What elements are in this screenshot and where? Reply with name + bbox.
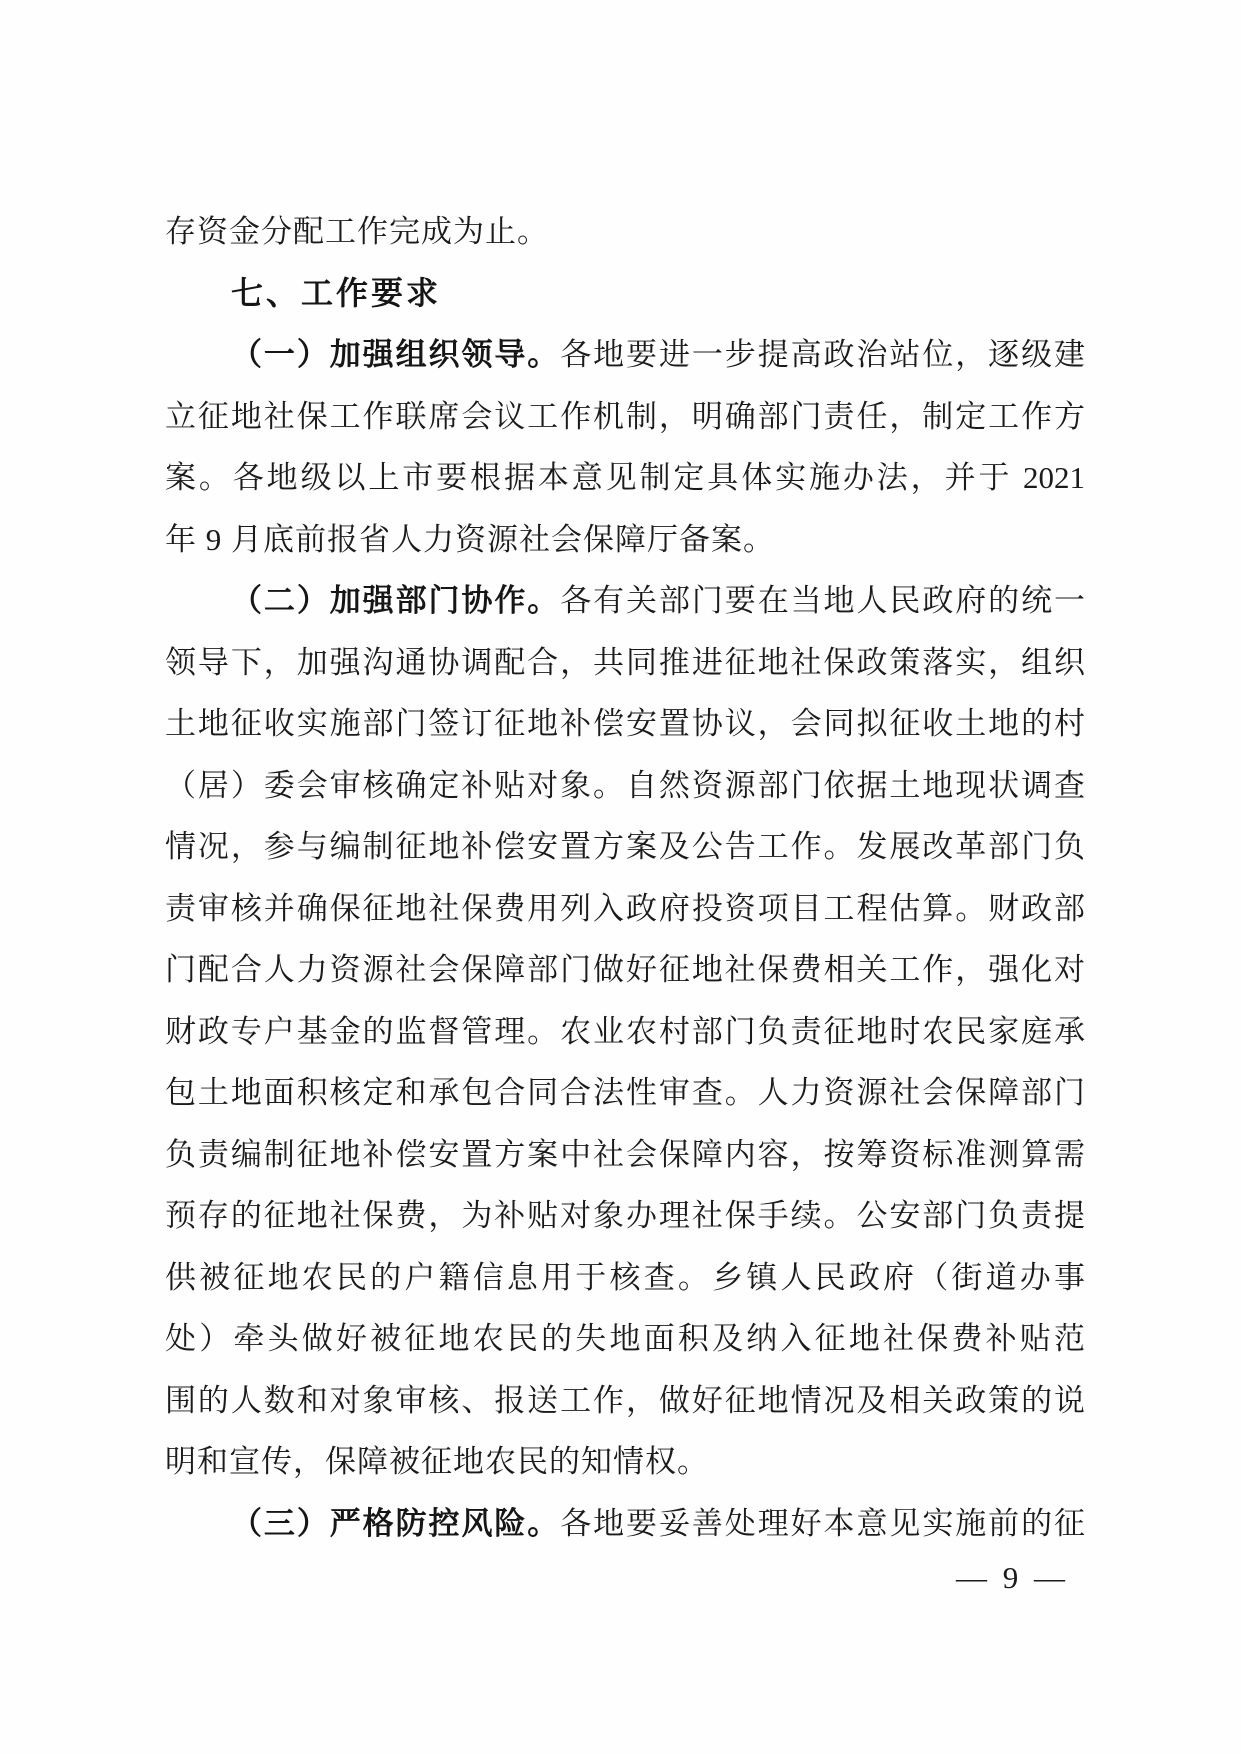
text-line: 供被征地农民的户籍信息用于核查。乡镇人民政府（街道办事 xyxy=(165,1259,1085,1295)
text-line: 年 9 月底前报省人力资源社会保障厅备案。 xyxy=(165,521,775,557)
text-line: 负责编制征地补偿安置方案中社会保障内容，按筹资标准测算需 xyxy=(165,1136,1085,1172)
document-body xyxy=(165,201,1085,1554)
text-line: 财政专户基金的监督管理。农业农村部门负责征地时农民家庭承 xyxy=(165,1013,1085,1049)
paragraph-start-line xyxy=(165,570,1085,632)
text-line: 处）牵头做好被征地农民的失地面积及纳入征地社保费补贴范 xyxy=(165,1321,1085,1356)
paragraph-start-line xyxy=(165,1493,1085,1555)
text-line: （居）委会审核确定补贴对象。自然资源部门依据土地现状调查 xyxy=(165,767,1085,803)
text-line: 责审核并确保征地社保费用列入政府投资项目工程估算。财政部 xyxy=(165,890,1085,926)
text-line: 门配合人力资源社会保障部门做好征地社保费相关工作，强化对 xyxy=(165,952,1085,987)
page-number: — 9 — xyxy=(956,1560,1069,1595)
paragraph-lead: （二）加强部门协作。 xyxy=(231,583,561,618)
text-line: 明和宣传，保障被征地农民的知情权。 xyxy=(165,1444,709,1479)
text-line: 存资金分配工作完成为止。 xyxy=(165,214,549,249)
paragraph-text: 各有关部门要在当地人民政府的统一 xyxy=(560,583,1085,618)
paragraph-lead: （一）加强组织领导。 xyxy=(231,337,561,372)
paragraph-start-line xyxy=(165,324,1085,386)
text-line: 围的人数和对象审核、报送工作，做好征地情况及相关政策的说 xyxy=(165,1382,1085,1418)
paragraph-lead: （三）严格防控风险。 xyxy=(231,1505,561,1541)
text-line: 土地征收实施部门签订征地补偿安置协议，会同拟征收土地的村 xyxy=(165,706,1085,741)
text-line: 预存的征地社保费，为补贴对象办理社保手续。公安部门负责提 xyxy=(165,1198,1085,1233)
paragraph-text: 各地要妥善处理好本意见实施前的征 xyxy=(560,1505,1085,1541)
text-line: 立征地社保工作联席会议工作机制，明确部门责任，制定工作方 xyxy=(165,398,1085,434)
text-line: 案。各地级以上市要根据本意见制定具体实施办法，并于 2021 xyxy=(165,460,1085,495)
text-line: 领导下，加强沟通协调配合，共同推进征地社保政策落实，组织 xyxy=(165,644,1085,680)
paragraph-text: 各地要进一步提高政治站位，逐级建 xyxy=(560,337,1085,372)
text-line: 情况，参与编制征地补偿安置方案及公告工作。发展改革部门负 xyxy=(165,829,1085,864)
section-heading: 七、工作要求 xyxy=(231,274,442,311)
text-line: 包土地面积核定和承包合同合法性审查。人力资源社会保障部门 xyxy=(165,1075,1085,1110)
